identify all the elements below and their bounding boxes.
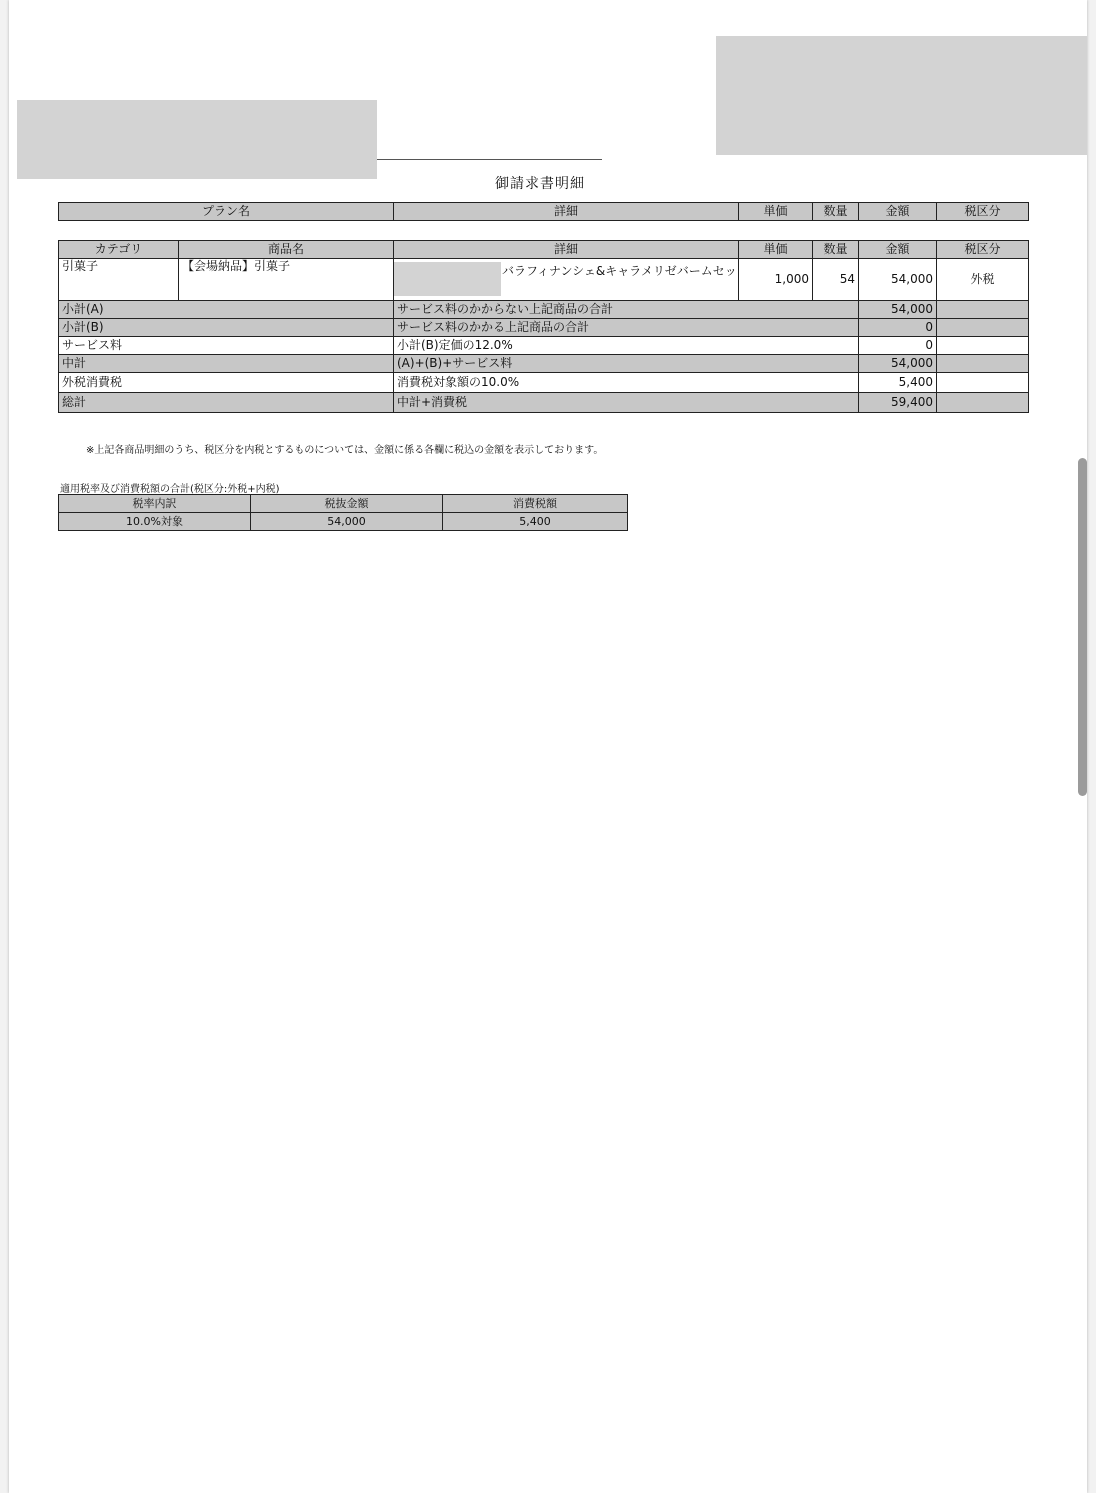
tax-net-value: 54,000: [251, 513, 443, 531]
table-row: [59, 259, 1029, 301]
plan-name-header: プラン名: [59, 203, 394, 221]
subtotal-a-row: [59, 301, 1029, 319]
redacted-address-block: [17, 100, 377, 179]
tax-net-header: 税抜金額: [251, 495, 443, 513]
amount-header: 金額: [859, 241, 937, 259]
row-tax-type: 外税: [937, 259, 1029, 301]
document-title: 御請求書明細: [495, 176, 585, 192]
redacted-company-block: [716, 36, 1087, 155]
plan-amount-header: 金額: [859, 203, 937, 221]
consumption-tax-blank: [937, 373, 1029, 393]
tax-summary-caption: 適用税率及び消費税額の合計(税区分:外税+内税): [60, 484, 280, 495]
vertical-scrollbar-thumb[interactable]: [1078, 458, 1087, 796]
grand-total-amount: 59,400: [859, 393, 937, 413]
detail-header: 詳細: [394, 241, 739, 259]
subtotal-a-blank: [937, 301, 1029, 319]
row-unit-price: 1,000: [739, 259, 813, 301]
subtotal-b-detail: サービス料のかかる上記商品の合計: [394, 319, 859, 337]
plan-table: [58, 202, 1029, 221]
row-qty: 54: [813, 259, 859, 301]
product-header: 商品名: [179, 241, 394, 259]
category-header: カテゴリ: [59, 241, 179, 259]
grand-total-row: [59, 393, 1029, 413]
title-underline: [377, 159, 602, 160]
consumption-tax-detail: 消費税対象額の10.0%: [394, 373, 859, 393]
subtotal-b-row: [59, 319, 1029, 337]
plan-table-header: [59, 203, 1029, 221]
plan-unit-price-header: 単価: [739, 203, 813, 221]
row-detail: バラフィナンシェ&キャラメリゼバームセッ: [502, 264, 737, 278]
subtotal-a-detail: サービス料のかからない上記商品の合計: [394, 301, 859, 319]
subtotal-a-amount: 54,000: [859, 301, 937, 319]
subtotal-a-label: 小計(A): [59, 301, 394, 319]
invoice-page: [9, 0, 1087, 1493]
plan-tax-type-header: 税区分: [937, 203, 1029, 221]
service-fee-label: サービス料: [59, 337, 394, 355]
grand-total-detail: 中計+消費税: [394, 393, 859, 413]
tax-amount-value: 5,400: [443, 513, 628, 531]
tax-display-note: ※上記各商品明細のうち、税区分を内税とするものについては、金額に係る各欄に税込の金額を表示しております。: [86, 445, 604, 456]
midtotal-blank: [937, 355, 1029, 373]
service-fee-detail: 小計(B)定価の12.0%: [394, 337, 859, 355]
table-row: [59, 513, 628, 531]
tax-rate-value: 10.0%対象: [59, 513, 251, 531]
service-fee-row: [59, 337, 1029, 355]
row-amount: 54,000: [859, 259, 937, 301]
tax-summary-table: [58, 494, 628, 531]
tax-summary-header: [59, 495, 628, 513]
consumption-tax-row: [59, 373, 1029, 393]
midtotal-label: 中計: [59, 355, 394, 373]
row-product: 【会場納品】引菓子: [179, 259, 394, 301]
item-table-header: [59, 241, 1029, 259]
subtotal-b-label: 小計(B): [59, 319, 394, 337]
plan-detail-header: 詳細: [394, 203, 739, 221]
row-detail-cell: [394, 259, 739, 301]
midtotal-amount: 54,000: [859, 355, 937, 373]
grand-total-blank: [937, 393, 1029, 413]
plan-qty-header: 数量: [813, 203, 859, 221]
unit-price-header: 単価: [739, 241, 813, 259]
subtotal-b-amount: 0: [859, 319, 937, 337]
consumption-tax-amount: 5,400: [859, 373, 937, 393]
row-category: 引菓子: [59, 259, 179, 301]
midtotal-row: [59, 355, 1029, 373]
service-fee-blank: [937, 337, 1029, 355]
tax-rate-header: 税率内訳: [59, 495, 251, 513]
grand-total-label: 総計: [59, 393, 394, 413]
item-table: [58, 240, 1029, 413]
subtotal-b-blank: [937, 319, 1029, 337]
redacted-product-name: [394, 262, 502, 296]
tax-amount-header: 消費税額: [443, 495, 628, 513]
qty-header: 数量: [813, 241, 859, 259]
service-fee-amount: 0: [859, 337, 937, 355]
consumption-tax-label: 外税消費税: [59, 373, 394, 393]
midtotal-detail: (A)+(B)+サービス料: [394, 355, 859, 373]
tax-type-header: 税区分: [937, 241, 1029, 259]
